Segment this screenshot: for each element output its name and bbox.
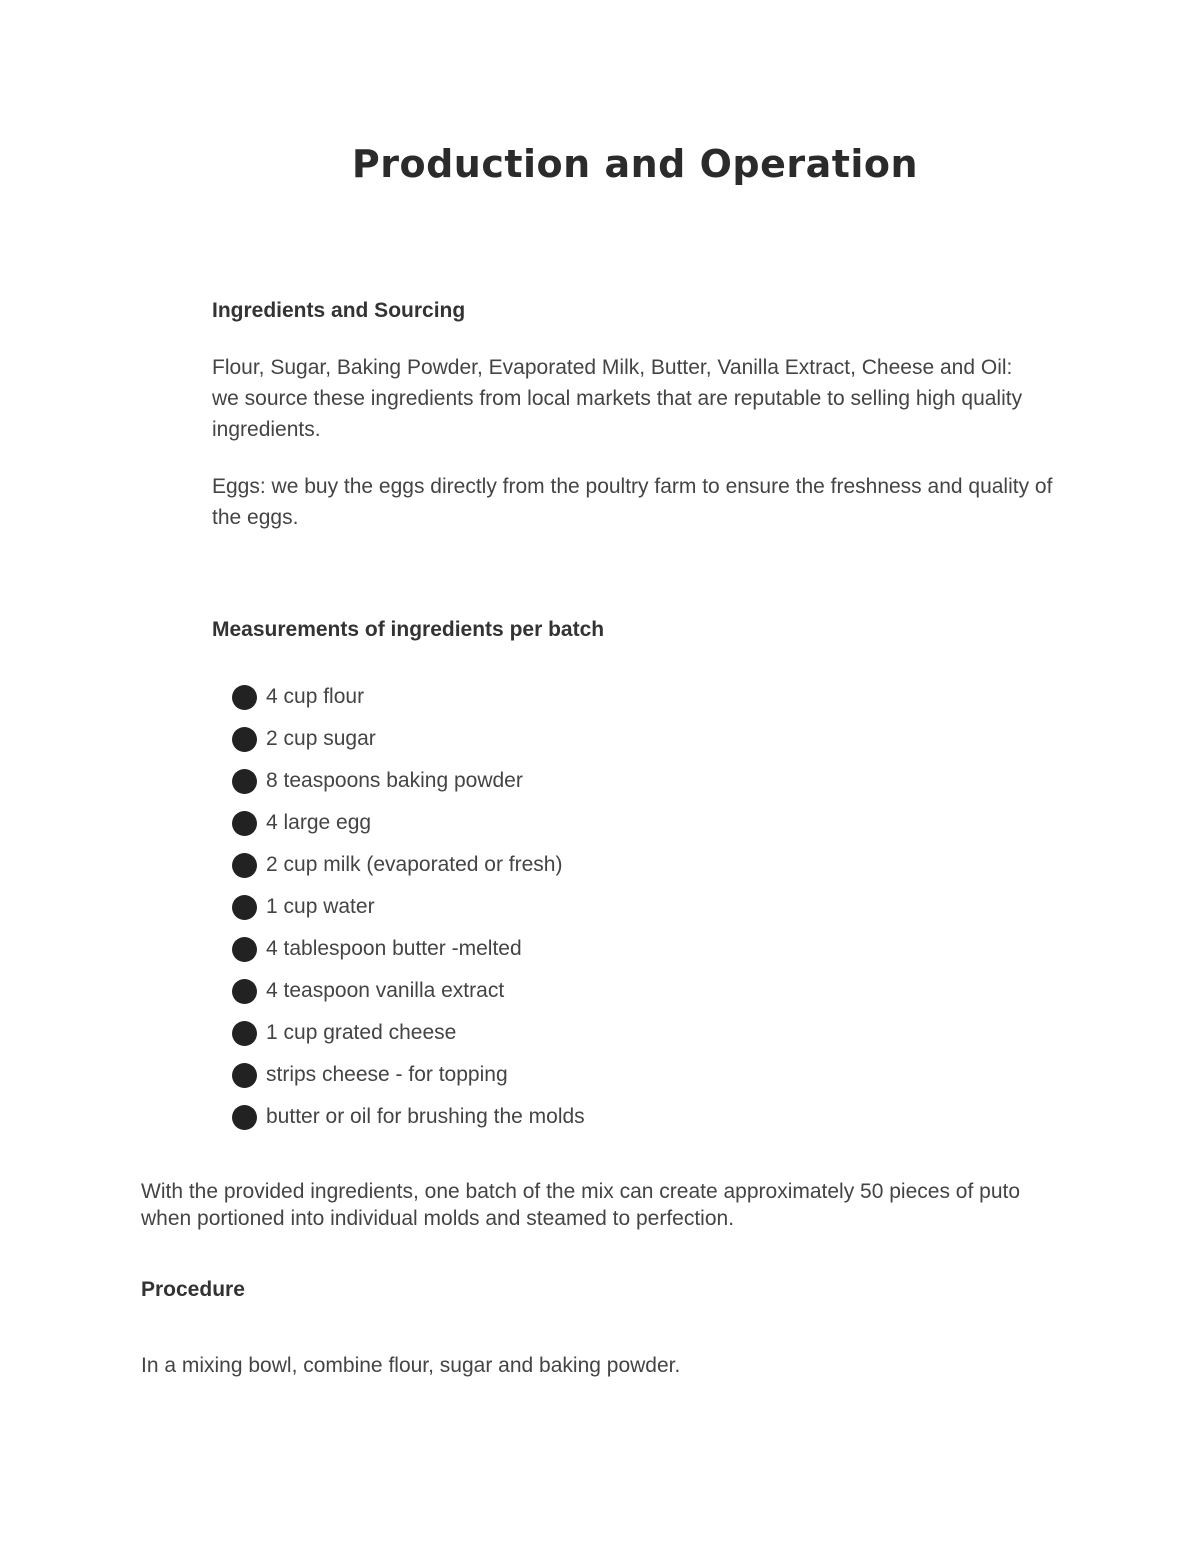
- list-item: [232, 1012, 585, 1054]
- bullet-icon: [232, 937, 257, 962]
- yield-paragraph: With the provided ingredients, one batch of the mix can create approximately 50 pieces of puto when portioned into individual molds and steamed to perfection.: [141, 1180, 1021, 1230]
- list-item-text: 2 cup sugar: [266, 727, 376, 750]
- list-item-text: 4 tablespoon butter -melted: [266, 937, 522, 960]
- bullet-icon: [232, 1063, 257, 1088]
- bullet-icon: [232, 727, 257, 752]
- list-item-text: 1 cup grated cheese: [266, 1021, 457, 1044]
- list-item: [232, 970, 585, 1012]
- eggs-sourcing-paragraph: Eggs: we buy the eggs directly from the poultry farm to ensure the freshness and quality of the eggs.: [212, 475, 1053, 529]
- list-item: [232, 1054, 585, 1096]
- bullet-icon: [232, 769, 257, 794]
- bullet-icon: [232, 979, 257, 1004]
- list-item-text: 2 cup milk (evaporated or fresh): [266, 853, 563, 876]
- bullet-icon: [232, 1021, 257, 1046]
- list-item-text: 4 cup flour: [266, 685, 365, 708]
- ingredients-sourcing-paragraph: Flour, Sugar, Baking Powder, Evaporated Milk, Butter, Vanilla Extract, Cheese and Oil: we source these ingredients from local markets that are reputable to selling high quality ingredients.: [212, 356, 1023, 441]
- ingredients-sourcing-heading: Ingredients and Sourcing: [212, 299, 466, 322]
- list-item: [232, 928, 585, 970]
- list-item-text: 1 cup water: [266, 895, 375, 918]
- list-item-text: 8 teaspoons baking powder: [266, 769, 523, 792]
- bullet-icon: [232, 811, 257, 836]
- list-item: [232, 676, 585, 718]
- bullet-icon: [232, 853, 257, 878]
- measurements-heading: Measurements of ingredients per batch: [212, 618, 605, 641]
- list-item: [232, 1096, 585, 1138]
- list-item: [232, 760, 585, 802]
- list-item: [232, 844, 585, 886]
- list-item-text: butter or oil for brushing the molds: [266, 1105, 585, 1128]
- procedure-step-1: In a mixing bowl, combine flour, sugar and baking powder.: [141, 1354, 681, 1377]
- procedure-heading: Procedure: [141, 1278, 245, 1301]
- document-title: Production and Operation: [351, 142, 919, 186]
- bullet-icon: [232, 895, 257, 920]
- list-item-text: 4 teaspoon vanilla extract: [266, 979, 505, 1002]
- list-item-text: strips cheese - for topping: [266, 1063, 508, 1086]
- list-item-text: 4 large egg: [266, 811, 372, 834]
- bullet-icon: [232, 685, 257, 710]
- ingredient-measurements-list: [232, 676, 585, 1138]
- bullet-icon: [232, 1105, 257, 1130]
- list-item: [232, 802, 585, 844]
- list-item: [232, 718, 585, 760]
- list-item: [232, 886, 585, 928]
